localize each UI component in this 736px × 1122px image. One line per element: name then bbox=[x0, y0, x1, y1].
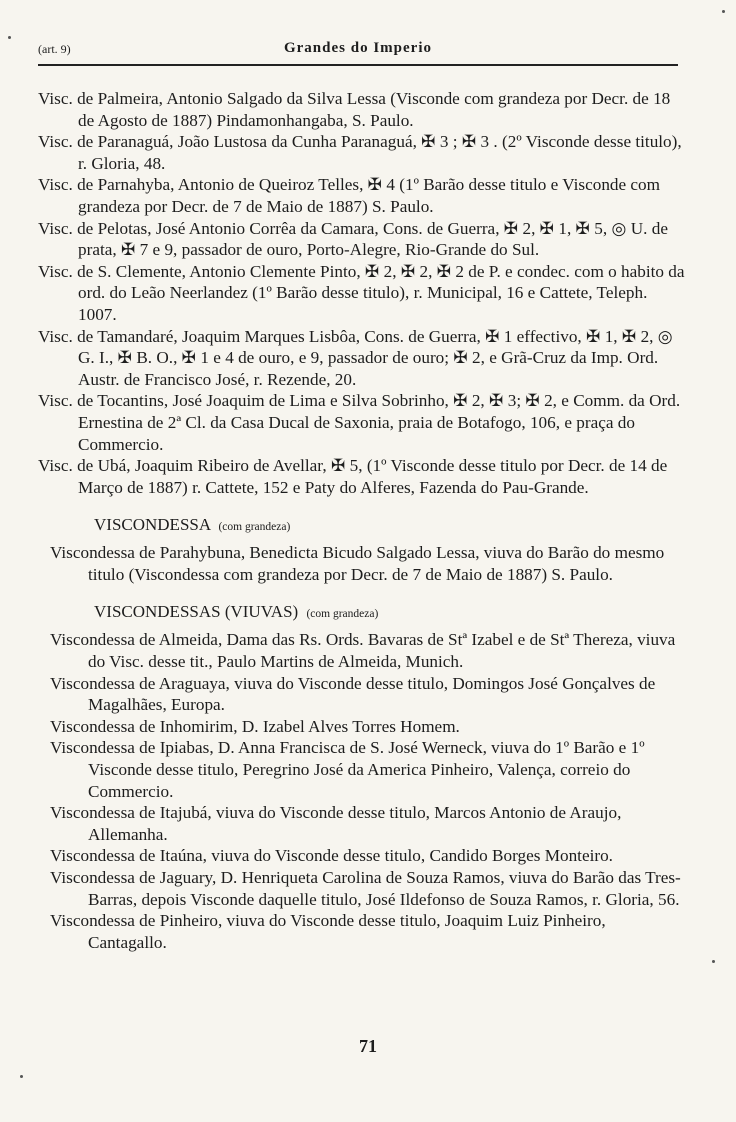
entry-viscondessa-itajuba: Viscondessa de Itajubá, viuva do Visconde desse titulo, Marcos Antonio de Araujo, Allemanha. bbox=[50, 803, 622, 844]
entry-viscondessa-inhomirim: Viscondessa de Inhomirim, D. Izabel Alves Torres Homem. bbox=[50, 716, 460, 736]
entry-viscondessa-pinheiro: Viscondessa de Pinheiro, viuva do Visconde desse titulo, Joaquim Luiz Pinheiro, Cantagallo. bbox=[50, 911, 606, 952]
paper-speck bbox=[20, 1075, 23, 1078]
paper-speck bbox=[712, 960, 715, 963]
entry-visc-palmeira: Visc. de Palmeira, Antonio Salgado da Silva Lessa (Visconde com grandeza por Decr. de 18 de Agosto de 1887) Pindamonhangaba, S. Paulo. bbox=[38, 89, 671, 130]
section-note: (com grandeza) bbox=[218, 521, 291, 534]
page-number: 71 bbox=[359, 1036, 377, 1056]
section-title-text: VISCONDESSA bbox=[94, 515, 211, 535]
entry-viscondessa-jaguary: Viscondessa de Jaguary, D. Henriqueta Carolina de Souza Ramos, viuva do Barão das Tres-Barras, depois Visconde daquelle titulo, José Ildefonso de Souza Ramos, r. Gloria, 56. bbox=[50, 868, 681, 909]
entry-visc-pelotas: Visc. de Pelotas, José Antonio Corrêa da Camara, Cons. de Guerra, ✠ 2, ✠ 1, ✠ 5, ◎ U. de prata, ✠ 7 e 9, passador de ouro, Porto-Alegre, Rio-Grande do Sul. bbox=[38, 218, 668, 260]
entry-viscondessa-almeida: Viscondessa de Almeida, Dama das Rs. Ords. Bavaras de Stª Izabel e de Stª Thereza, viuva do Visc. desse tit., Paulo Martins de Almeida, Munich. bbox=[50, 630, 676, 672]
entry-viscondessa-araguaya: Viscondessa de Araguaya, viuva do Visconde desse titulo, Domingos José Gonçalves de Magalhães, Europa. bbox=[50, 673, 656, 715]
entry-visc-uba: Visc. de Ubá, Joaquim Ribeiro de Avellar, ✠ 5, (1º Visconde desse titulo por Decr. de 14 de Março de 1887) r. Cattete, 152 e Paty do Alferes, Fazenda do Pau-Grande. bbox=[38, 456, 668, 497]
entry-viscondessa-ipiabas: Viscondessa de Ipiabas, D. Anna Francisca de S. José Werneck, viuva do 1º Barão e 1º Visconde desse titulo, Peregrino José da America Pinheiro, Valença, correio do Commercio. bbox=[50, 738, 645, 801]
entry-visc-parnahyba: Visc. de Parnahyba, Antonio de Queiroz Telles, ✠ 4 (1º Barão desse titulo e Visconde com grandeza por Decr. de 7 de Maio de 1887) S. Paulo. bbox=[38, 175, 661, 216]
section-title-text: VISCONDESSAS (VIUVAS) bbox=[94, 602, 299, 622]
entry-visc-s-clemente: Visc. de S. Clemente, Antonio Clemente Pinto, ✠ 2, ✠ 2, ✠ 2 de P. e condec. com o habito da ord. do Leão Neerlandez (1º Barão desse titulo), r. Municipal, 16 e Cattete, Teleph. 1007. bbox=[38, 261, 685, 324]
entry-visc-paranagua: Visc. de Paranaguá, João Lustosa da Cunha Paranaguá, ✠ 3 ; ✠ 3 . (2º Visconde desse titulo), r. Gloria, 48. bbox=[38, 132, 682, 173]
section-note: (com grandeza) bbox=[306, 608, 379, 621]
header-article-ref: (art. 9) bbox=[38, 42, 71, 56]
entry-viscondessa-itauna: Viscondessa de Itaúna, viuva do Visconde desse titulo, Candido Borges Monteiro. bbox=[50, 846, 613, 866]
section-heading-viscondessa bbox=[94, 514, 688, 538]
header-title: Grandes do Imperio bbox=[283, 40, 432, 56]
entry-visc-tamandare: Visc. de Tamandaré, Joaquim Marques Lisbôa, Cons. de Guerra, ✠ 1 effectivo, ✠ 1, ✠ 2, ◎ G. I., ✠ B. O., ✠ 1 e 4 de ouro, e 9, passador de ouro; ✠ 2, e Grã-Cruz da Imp. Ord. Austr. de Francisco José, r. Rezende, 20. bbox=[38, 326, 673, 389]
paper-speck bbox=[8, 36, 11, 39]
entry-viscondessa-parahybuna: Viscondessa de Parahybuna, Benedicta Bicudo Salgado Lessa, viuva do Barão do mesmo titulo (Viscondessa com grandeza por Decr. de 7 de Maio de 1887) S. Paulo. bbox=[50, 543, 665, 584]
entry-visc-tocantins: Visc. de Tocantins, José Joaquim de Lima e Silva Sobrinho, ✠ 2, ✠ 3; ✠ 2, e Comm. da Ord. Ernestina de 2ª Cl. da Casa Ducal de Saxonia, praia de Botafogo, 106, e praça do Commercio. bbox=[38, 391, 681, 454]
document-body bbox=[38, 88, 688, 953]
section-heading-viscondessas-viuvas bbox=[94, 601, 688, 625]
paper-speck bbox=[722, 10, 725, 13]
page-header bbox=[38, 40, 678, 66]
